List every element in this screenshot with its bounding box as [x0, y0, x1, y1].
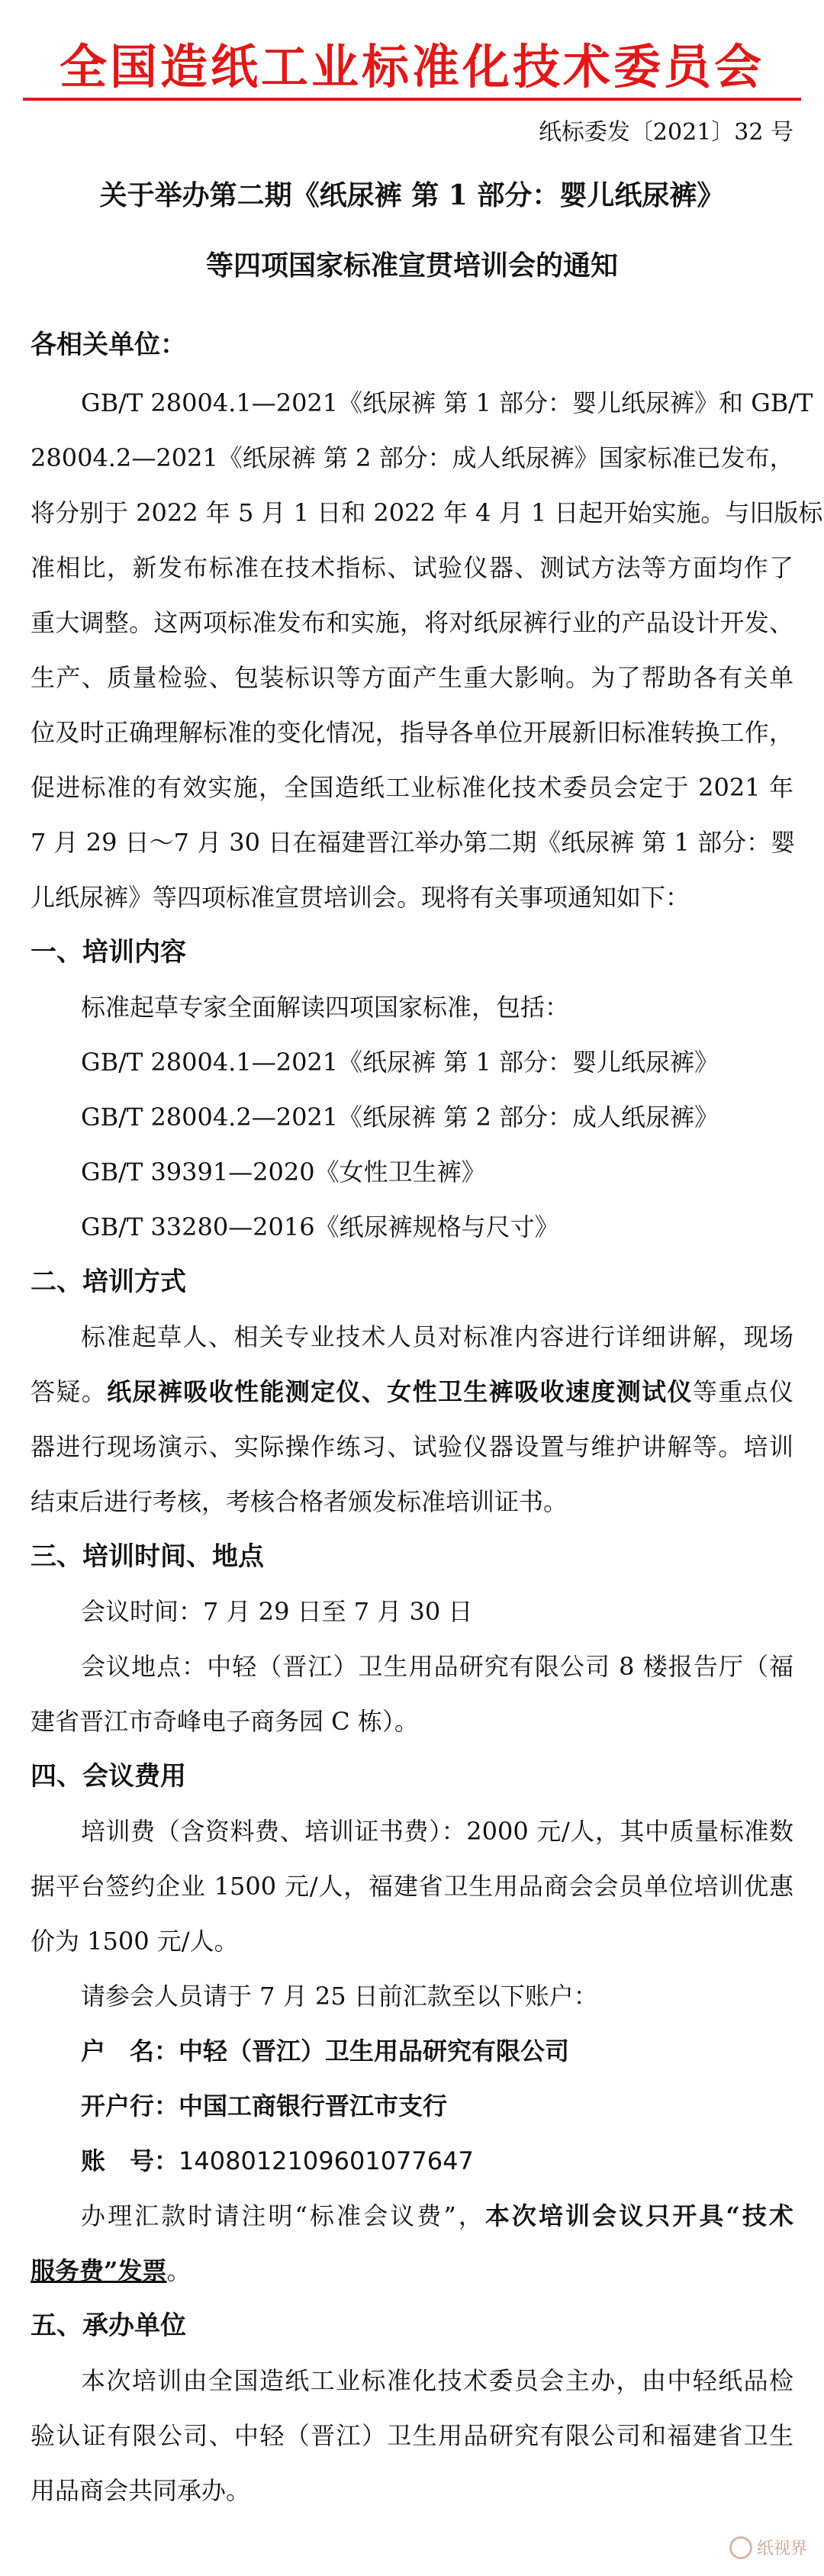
bank-name: 开户行：中国工商银行晋江市支行: [81, 2091, 448, 2120]
meeting-time: 会议时间：7 月 29 日至 7 月 30 日: [81, 1597, 473, 1626]
section-text: [31, 1377, 793, 1407]
fee-text: 价为 1500 元/人。: [31, 1927, 239, 1956]
section-text: 标准起草人、相关专业技术人员对标准内容进行详细讲解，现场: [81, 1322, 793, 1351]
org-title: 全国造纸工业标准化技术委员会: [59, 39, 764, 95]
intro-line: 7 月 29 日～7 月 30 日在福建晋江举办第二期《纸尿裤 第 1 部分：婴: [31, 828, 796, 857]
text-span: 办理汇款时请注明“标准会议费”，: [81, 2201, 485, 2230]
section-text: 验认证有限公司、中轻（晋江）卫生用品研究有限公司和福建省卫生: [31, 2421, 793, 2450]
notice-title-line-1: 关于举办第二期《纸尿裤 第 1 部分：婴儿纸尿裤》: [99, 179, 725, 211]
account-number: 1408012109601077647: [179, 2146, 474, 2175]
notice-title-line-2: 等四项国家标准宣贯培训会的通知: [205, 250, 618, 282]
watermark-text: 纸视界: [756, 2539, 807, 2558]
logo-circle-icon: [729, 2536, 752, 2559]
section-text: 本次培训由全国造纸工业标准化技术委员会主办，由中轻纸品检: [81, 2366, 793, 2395]
intro-line: 位及时正确理解标准的变化情况，指导各单位开展新旧标准转换工作，: [31, 718, 793, 747]
section-text: 器进行现场演示、实际操作练习、试验仪器设置与维护讲解等。培训: [31, 1432, 793, 1461]
intro-line: GB/T 28004.1—2021《纸尿裤 第 1 部分：婴儿纸尿裤》和 GB/T: [81, 388, 813, 417]
standard-item: GB/T 28004.2—2021《纸尿裤 第 2 部分：成人纸尿裤》: [81, 1103, 719, 1132]
red-divider-line: [23, 98, 801, 101]
intro-line: 准相比，新发布标准在技术指标、试验仪器、测试方法等方面均作了: [31, 553, 793, 582]
document-number: 纸标委发〔2021〕32 号: [538, 119, 793, 146]
invoice-note: 服务费”发票: [31, 2256, 167, 2285]
fee-text: 据平台签约企业 1500 元/人，福建省卫生用品商会会员单位培训优惠: [31, 1872, 793, 1901]
section-text: 结束后进行考核，考核合格者颁发标准培训证书。: [31, 1487, 568, 1516]
meeting-place: 建省晋江市奇峰电子商务园 C 栋）。: [31, 1707, 419, 1736]
text-span: 等重点仪: [692, 1377, 793, 1406]
intro-line: 儿纸尿裤》等四项标准宣贯培训会。现将有关事项通知如下：: [31, 883, 690, 912]
standard-item: GB/T 28004.1—2021《纸尿裤 第 1 部分：婴儿纸尿裤》: [81, 1048, 719, 1077]
section-heading: 四、会议费用: [31, 1761, 186, 1792]
meeting-place: 会议地点：中轻（晋江）卫生用品研究有限公司 8 楼报告厅（福: [81, 1652, 793, 1681]
fee-text: 培训费（含资料费、培训证书费）：2000 元/人，其中质量标准数: [81, 1817, 793, 1846]
standard-item: GB/T 33280—2016《纸尿裤规格与尺寸》: [81, 1212, 559, 1241]
section-text: 用品商会共同承办。: [31, 2476, 251, 2505]
intro-line: 促进标准的有效实施，全国造纸工业标准化技术委员会定于 2021 年: [31, 773, 793, 802]
salutation: 各相关单位：: [31, 330, 186, 360]
text-span: 答疑。: [31, 1377, 108, 1406]
intro-line: 生产、质量检验、包装标识等方面产生重大影响。为了帮助各有关单: [31, 663, 793, 692]
intro-line: 28004.2—2021《纸尿裤 第 2 部分：成人纸尿裤》国家标准已发布，: [31, 443, 794, 472]
intro-line: 将分别于 2022 年 5 月 1 日和 2022 年 4 月 1 日起开始实施。与旧版标: [31, 498, 823, 527]
text-span: 。: [166, 2256, 192, 2285]
section-heading: 一、培训内容: [31, 937, 186, 968]
section-heading: 五、承办单位: [31, 2310, 186, 2341]
invoice-note: 本次培训会议只开具“技术: [484, 2201, 793, 2230]
section-text: 标准起草专家全面解读四项国家标准，包括：: [81, 993, 570, 1022]
account-number-row: [81, 2146, 793, 2176]
section-heading: 二、培训方式: [31, 1267, 186, 1297]
highlighted-instruments: 纸尿裤吸收性能测定仪、女性卫生裤吸收速度测试仪: [107, 1377, 693, 1406]
intro-line: 重大调整。这两项标准发布和实施，将对纸尿裤行业的产品设计开发、: [31, 608, 793, 637]
section-heading: 三、培训时间、地点: [31, 1541, 264, 1572]
watermark-logo: [729, 2536, 807, 2559]
remittance-note: [31, 2256, 793, 2286]
account-number-label: 账 号：: [81, 2146, 179, 2175]
remittance-note: [81, 2201, 793, 2231]
payment-note: 请参会人员请于 7 月 25 日前汇款至以下账户：: [81, 1982, 598, 2011]
account-name: 户 名：中轻（晋江）卫生用品研究有限公司: [81, 2037, 570, 2066]
standard-item: GB/T 39391—2020《女性卫生裤》: [81, 1158, 486, 1187]
